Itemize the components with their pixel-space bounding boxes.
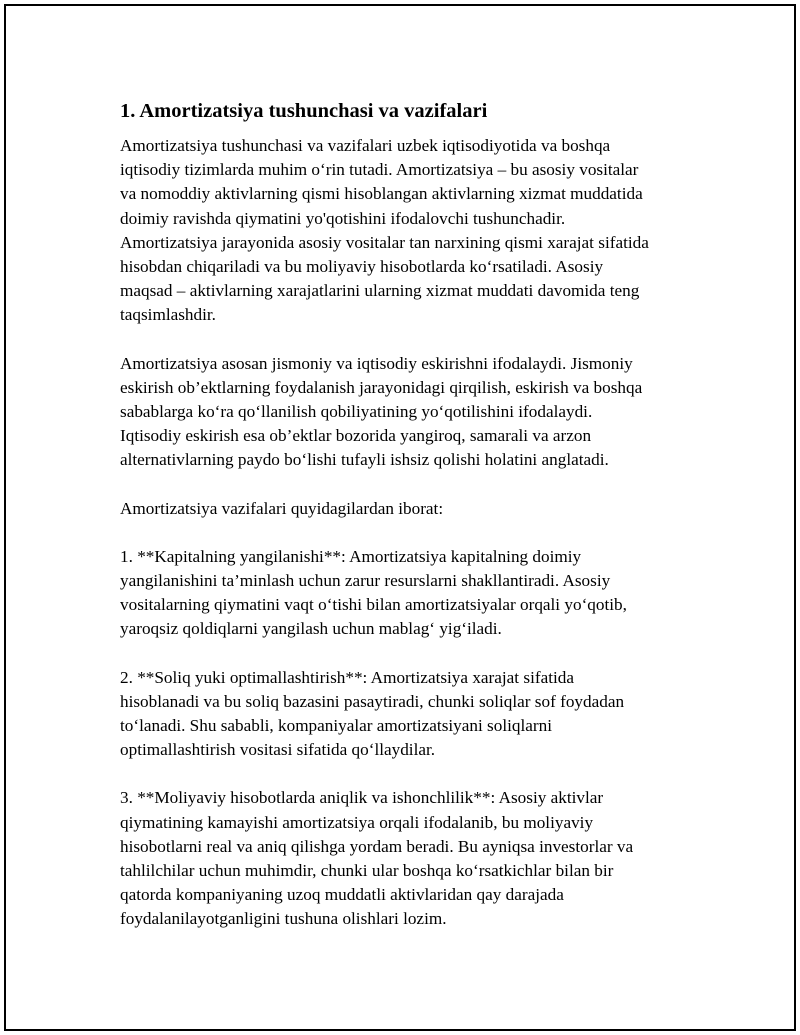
text-line: foydalanilayotganligini tushuna olishlari lozim. — [120, 909, 447, 929]
text-line: Amortizatsiya tushunchasi va vazifalari uzbek iqtisodiyotida va boshqa — [120, 136, 611, 155]
section-heading: 1. Amortizatsiya tushunchasi va vazifalari — [120, 100, 488, 122]
text-line: Amortizatsiya vazifalari quyidagilardan iborat: — [120, 498, 444, 518]
paragraph-function-2 — [120, 666, 700, 763]
text-line: taqsimlashdir. — [120, 305, 216, 325]
text-line: hisoblanadi va bu soliq bazasini pasaytiradi, chunki soliqlar sof foydadan — [120, 691, 625, 711]
text-line: doimiy ravishda qiymatini yo'qotishini ifodalovchi tushunchadir. — [120, 208, 566, 228]
text-line: yangilanishini ta’minlash uchun zarur resurslarni shakllantiradi. Asosiy — [120, 571, 611, 591]
text-line: Amortizatsiya asosan jismoniy va iqtisodiy eskirishni ifodalaydi. Jismoniy — [120, 353, 633, 373]
text-line: qiymatining kamayishi amortizatsiya orqali ifodalanib, bu moliyaviy — [120, 812, 594, 832]
paragraph-functions-intro — [120, 497, 700, 521]
text-line: va nomoddiy aktivlarning qismi hisoblangan aktivlarning xizmat muddatida — [120, 184, 643, 204]
text-line: sabablarga ko‘ra qo‘llanilish qobiliyatining yo‘qotilishini ifodalaydi. — [120, 402, 593, 422]
text-line: 1. **Kapitalning yangilanishi**: Amortizatsiya kapitalning doimiy — [120, 546, 582, 566]
paragraph-function-3 — [120, 786, 700, 931]
text-line: tahlilchilar uchun muhimdir, chunki ular boshqa ko‘rsatkichlar bilan bir — [120, 861, 614, 881]
text-line: 3. **Moliyaviy hisobotlarda aniqlik va ishonchlilik**: Asosiy aktivlar — [120, 788, 604, 808]
paragraph-function-1 — [120, 545, 700, 642]
text-line: yaroqsiz qoldiqlarni yangilash uchun mablag‘ yig‘iladi. — [120, 619, 502, 639]
text-line: Iqtisodiy eskirish esa ob’ektlar bozorida yangiroq, samarali va arzon — [120, 426, 592, 446]
paragraph-intro — [120, 134, 700, 328]
document-page — [4, 4, 796, 1031]
document-content — [120, 98, 700, 956]
text-line: qatorda kompaniyaning uzoq muddatli aktivlaridan qay darajada — [120, 885, 564, 905]
text-line: iqtisodiy tizimlarda muhim o‘rin tutadi. Amortizatsiya – bu asosiy vositalar — [120, 160, 639, 180]
text-line: maqsad – aktivlarning xarajatlarini ularning xizmat muddati davomida teng — [120, 281, 640, 301]
text-line: vositalarning qiymatini vaqt o‘tishi bilan amortizatsiyalar orqali yo‘qotib, — [120, 595, 627, 615]
text-line: optimallashtirish vositasi sifatida qo‘llaydilar. — [120, 740, 436, 760]
text-line: hisobotlarni real va aniq qilishga yordam beradi. Bu ayniqsa investorlar va — [120, 836, 634, 856]
text-line: 2. **Soliq yuki optimallashtirish**: Amortizatsiya xarajat sifatida — [120, 667, 574, 687]
text-line: Amortizatsiya jarayonida asosiy vositalar tan narxining qismi xarajat sifatida — [120, 232, 649, 252]
text-line: alternativlarning paydo bo‘lishi tufayli ishsiz qolishi holatini anglatadi. — [120, 450, 609, 470]
text-line: to‘lanadi. Shu sababli, kompaniyalar amortizatsiyani soliqlarni — [120, 716, 552, 736]
paragraph-wear — [120, 352, 700, 473]
text-line: eskirish ob’ektlarning foydalanish jarayonidagi qirqilish, eskirish va boshqa — [120, 377, 643, 397]
text-line: hisobdan chiqariladi va bu moliyaviy hisobotlarda ko‘rsatiladi. Asosiy — [120, 257, 604, 277]
